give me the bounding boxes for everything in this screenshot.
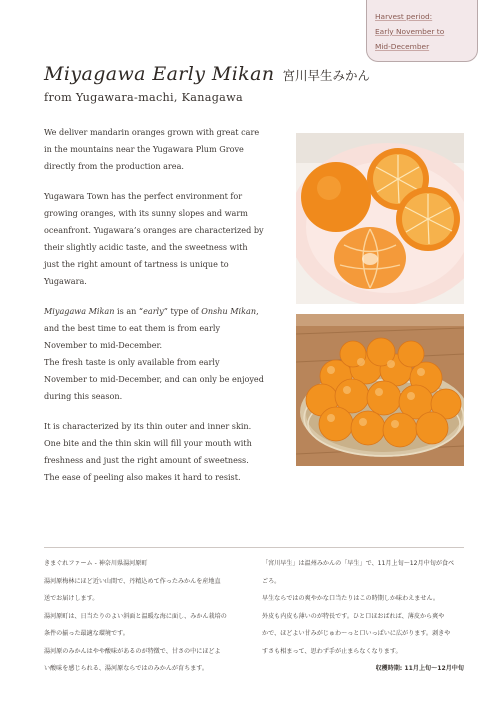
jp-left-line-7: い酸味を感じられる、湯河原ならではのみかんが育ちます。 [44,665,208,672]
variety-text-3: , and the best time to eat them is from early November to mid-December. [44,306,259,350]
paragraph-season: The fresh taste is only available from early November to mid-December, and can only be enjoyed during this season. [44,357,264,401]
variety-text-1: is an “ [114,306,144,316]
jp-harvest-period: 収穫時期: 11月上旬〜12月中旬 [375,665,464,672]
jp-right-line-5: かで、ほどよい甘みがじゅわ〜っと口いっぱいに広がります。剥きや [262,630,451,637]
page-subtitle: from Yugawara-machi, Kanagawa [44,91,244,104]
jp-right-line-1: 「宮川早生」は温州みかんの「早生」で、11月上旬〜12月中旬が食べ [262,560,455,567]
variety-text-2: ” type of [163,306,202,316]
jp-left-line-5: 条件の揃った最適な環境です。 [44,630,129,637]
paragraph-environment: Yugawara Town has the perfect environment for growing oranges, with its sunny slopes and warm oceanfront. Yugawara’s oranges are characterized by their slightly acidic taste, and the sweetness with just the right amount of tartness is unique to Yugawara. [44,191,264,286]
harvest-line-3: Mid-December [375,42,430,51]
jp-right-line-4: 外皮も内皮も薄いのが特長です。ひと口ほおばれば、薄皮から爽や [262,612,445,620]
english-body [44,124,264,499]
paragraph-variety [44,303,264,354]
photo-mikan-basket [296,314,464,466]
harvest-period-tag [366,0,478,62]
variety-name: Miyagawa Mikan [44,306,115,316]
section-divider [44,547,464,548]
jp-left-line-2: 湯河原梅林にほど近い山間で、丹精込めて作ったみかんを産地直 [44,577,221,585]
paragraph-intro: We deliver mandarin oranges grown with great care in the mountains near the Yugawara Plum Grove directly from the production area. [44,127,260,171]
paragraph-skin: It is characterized by its thin outer and inner skin. One bite and the thin skin will fill your mouth with freshness and just the right amount of sweetness. The ease of peeling also makes it hard to resist. [44,421,252,482]
jp-right-line-6: すさも相まって、思わず手が止まらなくなります。 [262,647,402,655]
harvest-line-2: Early November to [375,27,445,36]
jp-left-line-4: 湯河原町は、日当たりのよい斜面と温暖な海に面し、みかん栽培の [44,612,227,620]
jp-left-line-1: きまぐれファーム - 神奈川県湯河原町 [44,560,148,567]
variety-early: early [143,306,164,316]
japanese-left-column [44,555,242,678]
jp-left-line-6: 湯河原のみかんはやや酸味があるのが特徴で、甘さの中にほどよ [44,647,221,655]
page-title [44,63,370,85]
variety-type: Onshu Mikan [201,306,257,316]
photo-peeled-mikan [296,133,464,304]
jp-left-line-3: 送でお届けします。 [44,595,99,602]
title-japanese: 宮川早生みかん [282,68,370,83]
title-english: Miyagawa Early Mikan [44,63,275,85]
jp-right-line-2: ごろ。 [262,577,281,585]
jp-right-line-3: 早生ならではの爽やかな口当たりはこの時期しか味わえません。 [262,595,440,602]
japanese-right-column [262,555,464,678]
harvest-line-1: Harvest period: [375,12,433,21]
